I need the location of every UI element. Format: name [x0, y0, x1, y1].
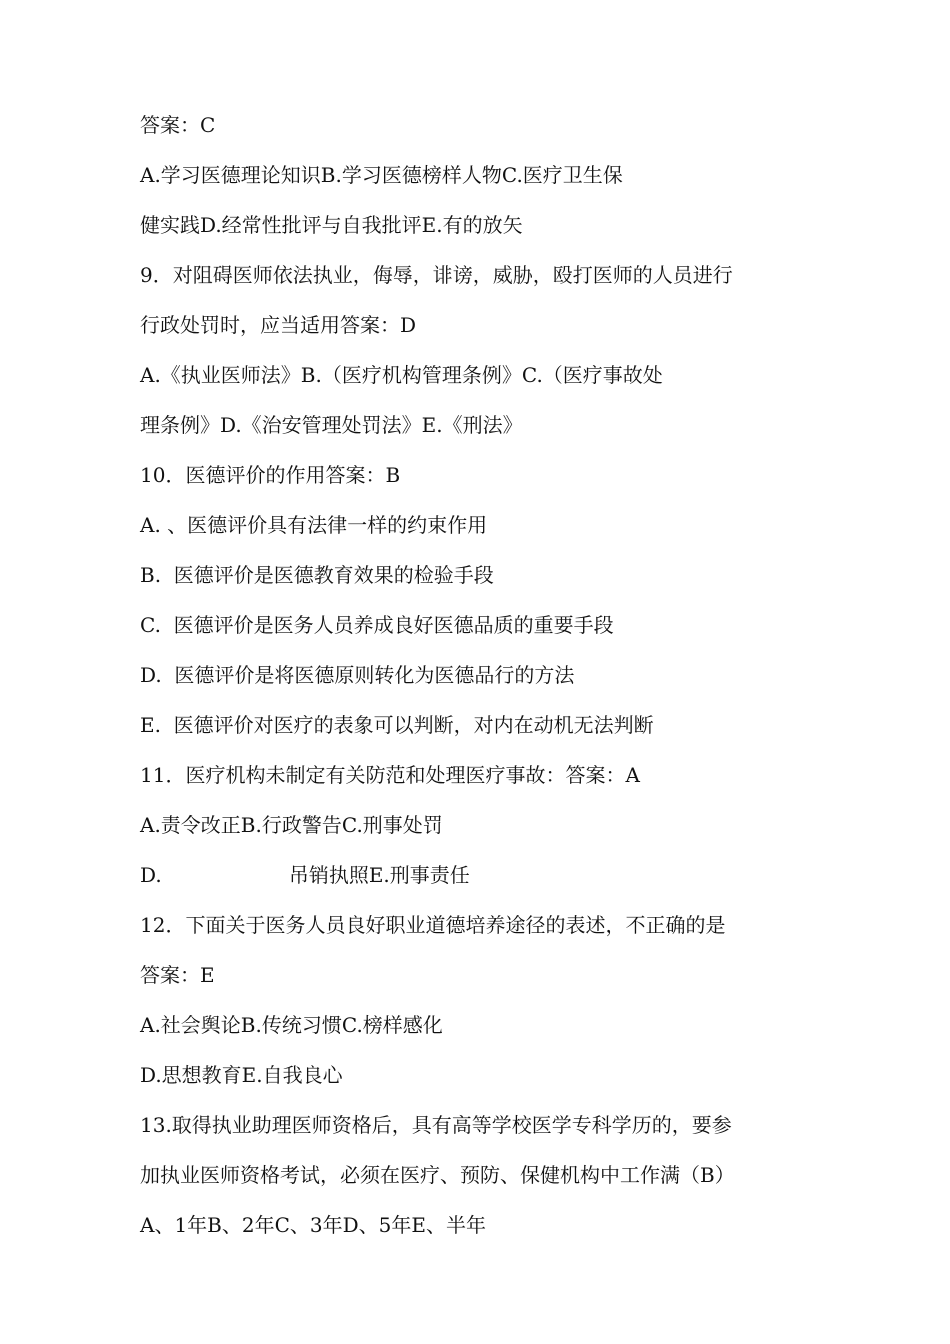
- option-line: A.社会舆论B.传统习惯C.榜样感化: [140, 1013, 443, 1037]
- option-line-b: B. 医德评价是医德教育效果的检验手段: [140, 563, 494, 587]
- option-line: 理条例》D.《治安管理处罚法》E.《刑法》: [140, 413, 523, 437]
- answer-line: 答案：E: [140, 963, 215, 987]
- option-line-a: A. 、医德评价具有法律一样的约束作用: [140, 513, 488, 537]
- option-line: D.思想教育E.自我良心: [140, 1063, 343, 1087]
- option-line: D. 吊销执照E.刑事责任: [140, 863, 470, 887]
- question-line-9-continued: 行政处罚时，应当适用答案：D: [140, 313, 417, 337]
- answer-line: 答案：C: [140, 113, 216, 137]
- option-line-d: D. 医德评价是将医德原则转化为医德品行的方法: [140, 663, 575, 687]
- option-line: A、1年B、2年C、3年D、5年E、半年: [140, 1213, 486, 1237]
- question-line-9: 9．对阻碍医师依法执业，侮辱，诽谤，威胁，殴打医师的人员进行: [140, 263, 733, 287]
- option-line-e: E. 医德评价对医疗的表象可以判断，对内在动机无法判断: [140, 713, 654, 737]
- question-line-13-continued: 加执业医师资格考试，必须在医疗、预防、保健机构中工作满（B）: [140, 1163, 735, 1187]
- question-line-12: 12．下面关于医务人员良好职业道德培养途径的表述，不正确的是: [140, 913, 726, 937]
- option-line: 健实践D.经常性批评与自我批评E.有的放矢: [140, 213, 523, 237]
- option-line: A.《执业医师法》B.（医疗机构管理条例》C.（医疗事故处: [140, 363, 663, 387]
- option-line-c: C. 医德评价是医务人员养成良好医德品质的重要手段: [140, 613, 614, 637]
- question-line-10: 10．医德评价的作用答案：B: [140, 463, 401, 487]
- option-line: A.学习医德理论知识B.学习医德榜样人物C.医疗卫生保: [140, 163, 623, 187]
- option-line: A.责令改正B.行政警告C.刑事处罚: [140, 813, 443, 837]
- question-line-11: 11．医疗机构未制定有关防范和处理医疗事故：答案：A: [140, 763, 640, 787]
- question-line-13: 13.取得执业助理医师资格后，具有高等学校医学专科学历的，要参: [140, 1113, 732, 1137]
